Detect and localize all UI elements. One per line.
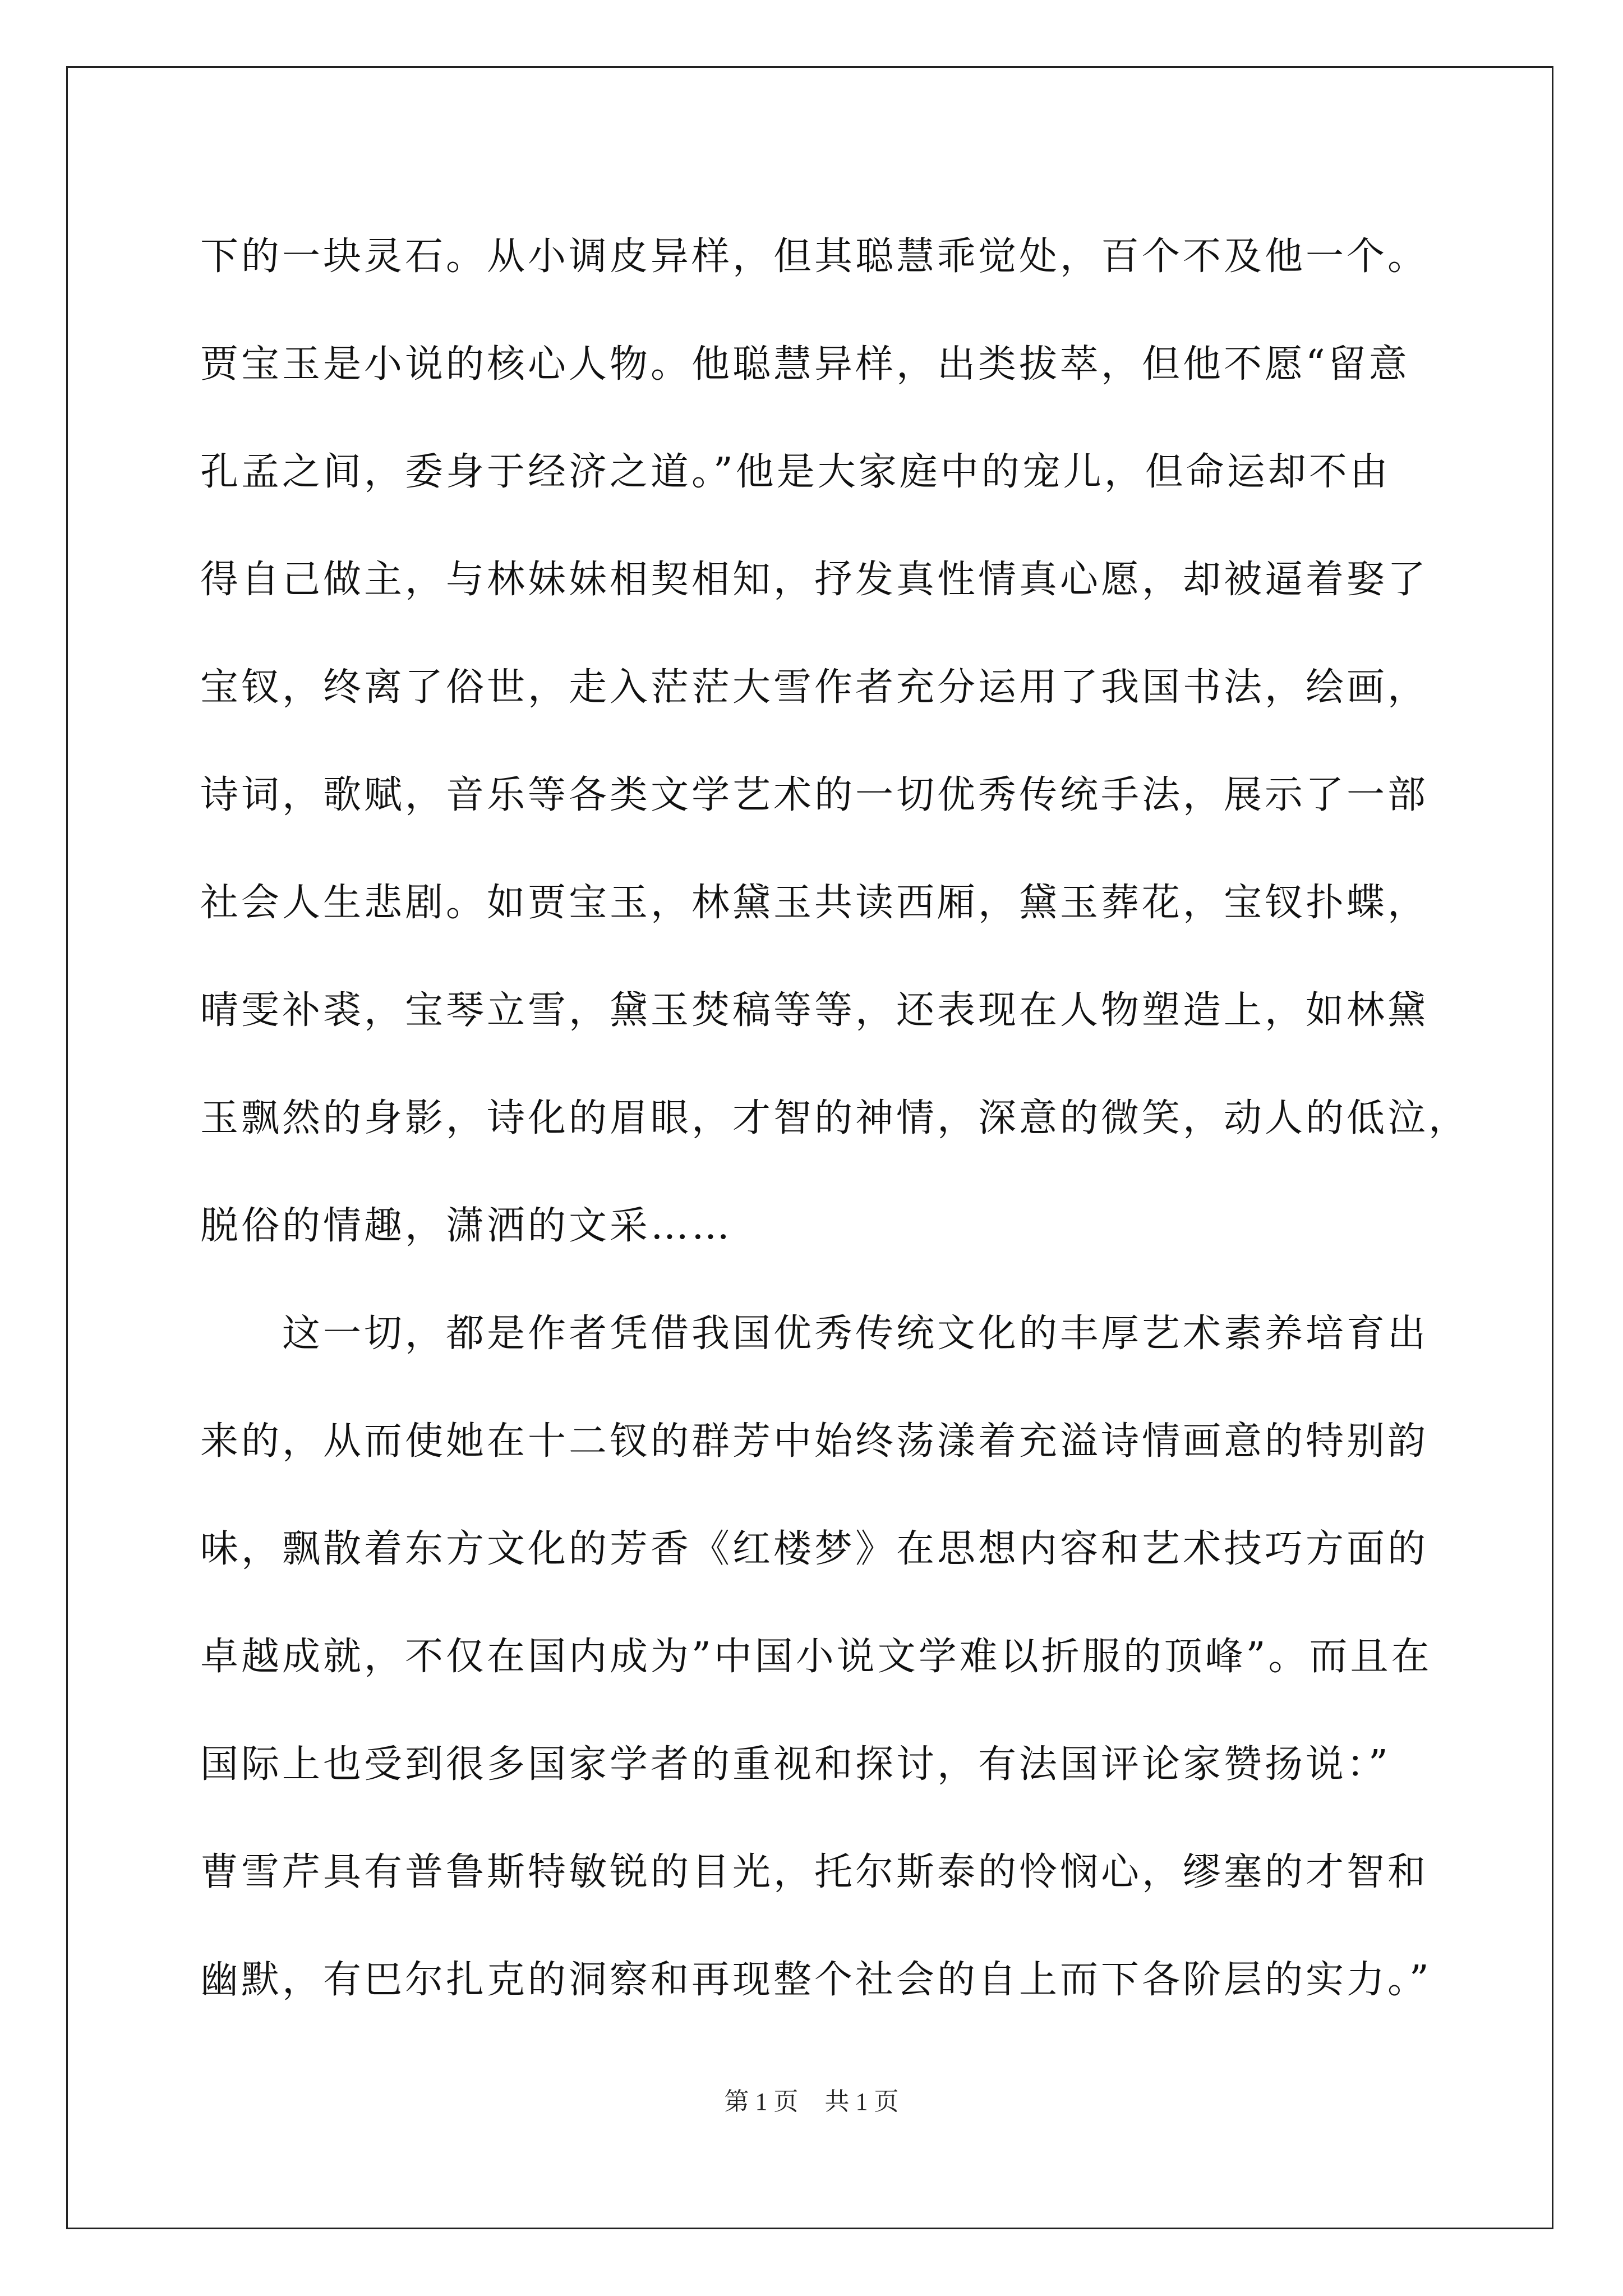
text-line: 社会人生悲剧。如贾宝玉，林黛玉共读西厢，黛玉葬花，宝钗扑蝶， (200, 881, 1429, 925)
text-line: 卓越成就，不仅在国内成为”中国小说文学难以折服的顶峰”。而且在 (200, 1635, 1432, 1679)
document-body (200, 203, 1470, 2034)
text-line: 诗词，歌赋，音乐等各类文学艺术的一切优秀传统手法，展示了一部 (200, 773, 1429, 817)
text-line: 晴雯补裘，宝琴立雪，黛玉焚稿等等，还表现在人物塑造上，如林黛 (200, 988, 1429, 1033)
text-line: 贾宝玉是小说的核心人物。他聪慧异样，出类拔萃，但他不愿“留意 (200, 342, 1410, 386)
text-line: 宝钗，终离了俗世，走入茫茫大雪作者充分运用了我国书法，绘画， (200, 665, 1429, 710)
page-number: 第 1 页 (724, 2088, 799, 2115)
text-line: 孔孟之间，委身于经济之道。”他是大家庭中的宠儿，但命运却不由 (200, 450, 1391, 494)
text-line: 得自己做主，与林妹妹相契相知，抒发真性情真心愿，却被逼着娶了 (200, 558, 1429, 602)
paragraph-start-line: 这一切，都是作者凭借我国优秀传统文化的丰厚艺术素养培育出 (200, 1312, 1429, 1356)
text-line: 来的，从而使她在十二钗的群芳中始终荡漾着充溢诗情画意的特别韵 (200, 1419, 1429, 1464)
text-line: 味，飘散着东方文化的芳香《红楼梦》在思想内容和艺术技巧方面的 (200, 1527, 1429, 1571)
text-line: 玉飘然的身影，诗化的眉眼，才智的神情，深意的微笑，动人的低泣， (200, 1096, 1470, 1140)
page-total: 共 1 页 (824, 2088, 899, 2115)
text-line: 曹雪芹具有普鲁斯特敏锐的目光，托尔斯泰的怜悯心，缪塞的才智和 (200, 1850, 1429, 1894)
page-footer (0, 2081, 1623, 2117)
text-line: 幽默，有巴尔扎克的洞察和再现整个社会的自上而下各阶层的实力。” (200, 1958, 1432, 2002)
text-line: 国际上也受到很多国家学者的重视和探讨，有法国评论家赞扬说：” (200, 1742, 1391, 1787)
text-line: 下的一块灵石。从小调皮异样，但其聪慧乖觉处，百个不及他一个。 (200, 234, 1429, 279)
text-line: 脱俗的情趣，潇洒的文采…… (200, 1204, 733, 1248)
